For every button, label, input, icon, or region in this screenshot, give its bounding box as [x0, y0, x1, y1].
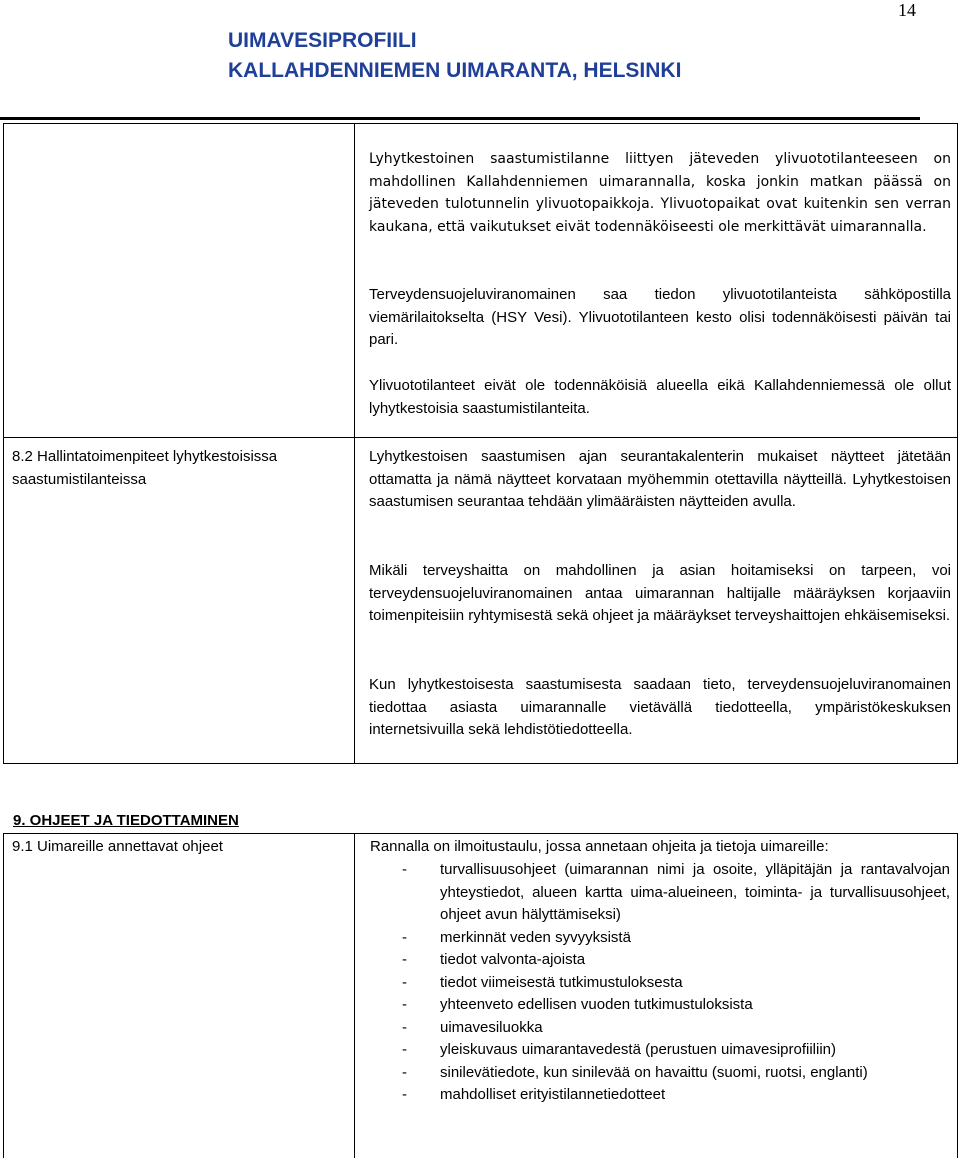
hallinta-table — [3, 123, 958, 764]
page-number: 14 — [898, 0, 916, 20]
paragraph-saastumistilanne: Lyhytkestoinen saastumistilanne liittyen jäteveden ylivuototilanteeseen on mahdollinen Kallahdenniemen uimarannalla, koska jonkin matkan päässä on jäteveden tulotunnelin ylivuotopaikkoja. Ylivuotopaikat ovat kuitenkin sen verran kaukana, että vaikutukset eivät todennäköiseesti ole merkittävät uimarannalla. — [369, 151, 951, 235]
ohjeet-table — [3, 833, 958, 1158]
section-label-8-2: 8.2 Hallintatoimenpiteet lyhytkestoisissa saastumistilanteissa — [12, 448, 278, 488]
paragraph-terveyshaitta: Mikäli terveyshaitta on mahdollinen ja asian hoitamiseksi on tarpeen, voi terveydensuojeluviranomainen antaa uimarannan haltijalle määräyksen korjaaviin toimenpiteisiin ryhtymisestä sekä ohjeet ja määräykset terveyshaittojen ehkäisemiseksi. — [369, 562, 951, 624]
paragraph-tiedottaminen: Kun lyhytkestoisesta saastumisesta saadaan tieto, terveydensuojeluviranomainen tiedottaa asiasta uimarannalle vietävällä tiedotteella, ympäristökeskuksen internetsivuilla sekä lehdistötiedotteella. — [369, 676, 951, 738]
document-header — [228, 26, 681, 86]
list-item: - turvallisuusohjeet (uimarannan nimi ja osoite, ylläpitäjän ja rantavalvojan yhteystiedot, alueen kartta uima-alueineen, toiminta- ja turvallisuusohjeet, ohjeet avun hälyttämiseksi) — [400, 859, 950, 927]
list-item: - merkinnät veden syvyyksistä — [400, 927, 950, 950]
table-column-divider — [354, 124, 355, 763]
list-item: - yhteenveto edellisen vuoden tutkimustuloksista — [400, 994, 950, 1017]
table-column-divider — [354, 834, 355, 1158]
list-item: - uimavesiluokka — [400, 1017, 950, 1040]
paragraph-tiedonkulku: Terveydensuojeluviranomainen saa tiedon ylivuototilanteista sähköpostilla viemärilaitokselta (HSY Vesi). Ylivuototilanteen kesto olisi todennäköisesti päivän tai pari. — [369, 286, 951, 348]
list-item: - tiedot viimeisestä tutkimustuloksesta — [400, 972, 950, 995]
table-row-divider — [4, 437, 957, 438]
list-item: - tiedot valvonta-ajoista — [400, 949, 950, 972]
section-heading-9: 9. OHJEET JA TIEDOTTAMINEN — [13, 812, 239, 829]
ohjeet-intro: Rannalla on ilmoitustaulu, jossa annetaan ohjeita ja tietoja uimareille: — [370, 838, 829, 855]
list-item: - mahdolliset erityistilannetiedotteet — [400, 1084, 950, 1107]
header-title-line-1: UIMAVESIPROFIILI — [228, 29, 417, 52]
header-title-line-2: KALLAHDENNIEMEN UIMARANTA, HELSINKI — [228, 59, 682, 82]
paragraph-naytteet: Lyhytkestoisen saastumisen ajan seurantakalenterin mukaiset näytteet jätetään ottamatta ja nämä näytteet korvataan myöhemmin otettavilla näytteillä. Lyhytkestoisen saastumisen seurantaa tehdään ylimääräisten näytteiden avulla. — [369, 448, 951, 510]
list-item: - sinilevätiedote, kun sinilevää on havaittu (suomi, ruotsi, englanti) — [400, 1062, 950, 1085]
list-item: - yleiskuvaus uimarantavedestä (perustuen uimavesiprofiiliin) — [400, 1039, 950, 1062]
paragraph-ylivuototilanteet: Ylivuototilanteet eivät ole todennäköisiä alueella eikä Kallahdenniemessä ole ollut lyhytkestoisia saastumistilanteita. — [369, 377, 951, 417]
ohjeet-list — [400, 859, 950, 1107]
header-divider — [0, 117, 920, 120]
section-label-9-1: 9.1 Uimareille annettavat ohjeet — [12, 838, 223, 855]
